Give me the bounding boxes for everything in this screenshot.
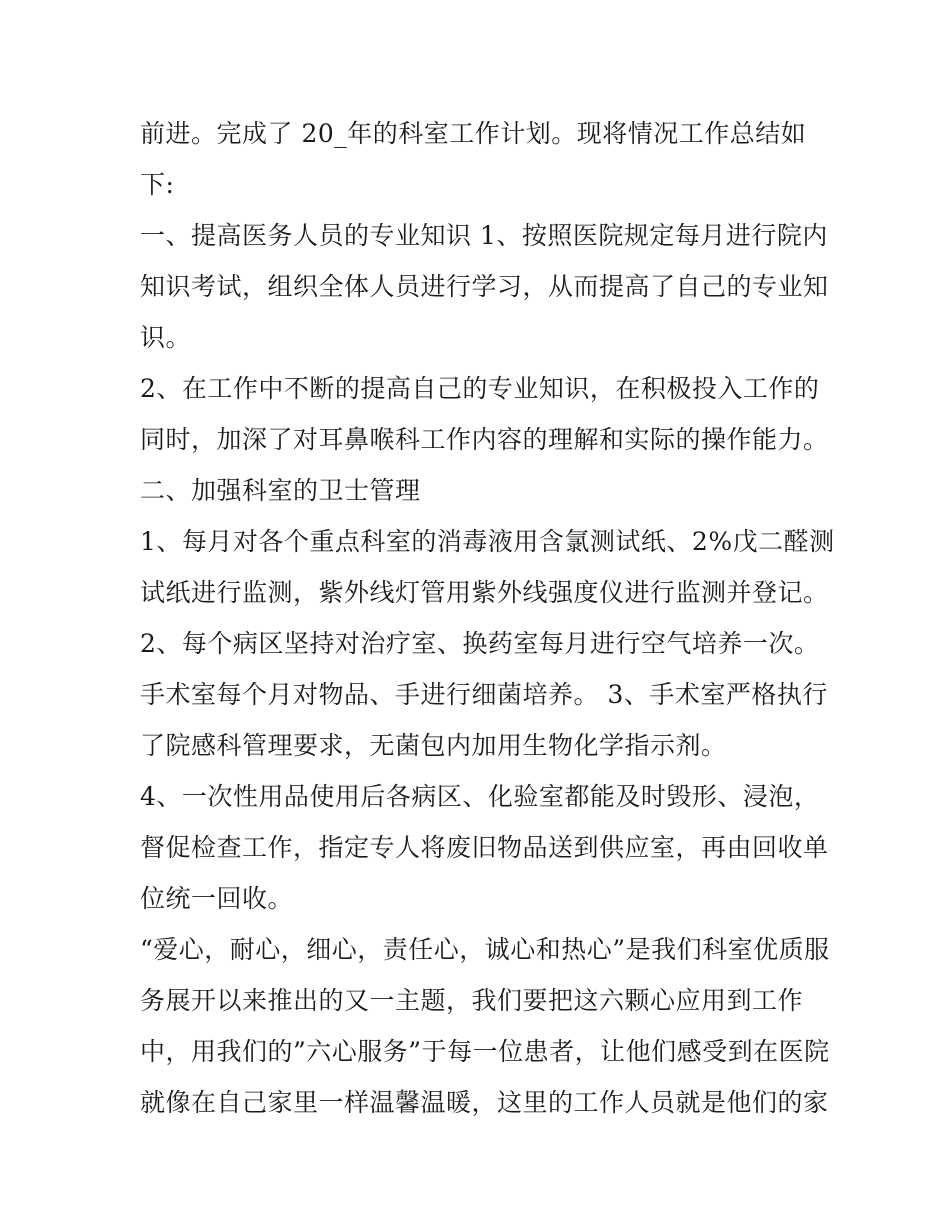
text-line-11: 2、每个病区坚持对治疗室、换药室每月进行空气培养一次。	[140, 629, 820, 658]
text-line-8: 二、加强科室的卫士管理	[140, 476, 421, 505]
text-line-15: 督促检查工作，指定专人将废旧物品送到供应室，再由回收单	[140, 833, 829, 862]
text-line-6: 2、在工作中不断的提高自己的专业知识，在积极投入工作的	[140, 374, 820, 403]
text-line-16: 位统一回收。	[140, 884, 294, 913]
text-line-4: 知识考试，组织全体人员进行学习，从而提高了自己的专业知	[140, 272, 829, 301]
text-line-20: 就像在自己家里一样温馨温暖，这里的工作人员就是他们的家	[140, 1088, 829, 1117]
text-line-18: 务展开以来推出的又一主题，我们要把这六颗心应用到工作	[140, 986, 804, 1015]
text-line-9: 1、每月对各个重点科室的消毒液用含氯测试纸、2%戊二醛测	[140, 527, 835, 556]
text-line-14: 4、一次性用品使用后各病区、化验室都能及时毁形、浸泡，	[140, 782, 820, 811]
text-line-13: 了院感科管理要求，无菌包内加用生物化学指示剂。	[140, 731, 727, 760]
text-line-3: 一、提高医务人员的专业知识 1、按照医院规定每月进行院内	[140, 221, 828, 250]
text-line-12: 手术室每个月对物品、手进行细菌培养。 3、手术室严格执行	[140, 680, 828, 709]
text-line-19: 中，用我们的”六心服务”于每一位患者，让他们感受到在医院	[140, 1037, 830, 1066]
text-line-7: 同时，加深了对耳鼻喉科工作内容的理解和实际的操作能力。	[140, 425, 829, 454]
text-line-1: 前进。完成了 20_年的科室工作计划。现将情况工作总结如	[140, 119, 807, 148]
text-line-17: “爱心，耐心，细心，责任心，诚心和热心”是我们科室优质服	[140, 935, 830, 964]
text-line-5: 识。	[140, 323, 192, 352]
document-body	[140, 108, 835, 1128]
text-line-10: 试纸进行监测，紫外线灯管用紫外线强度仪进行监测并登记。	[140, 578, 829, 607]
text-line-2: 下:	[140, 170, 175, 199]
